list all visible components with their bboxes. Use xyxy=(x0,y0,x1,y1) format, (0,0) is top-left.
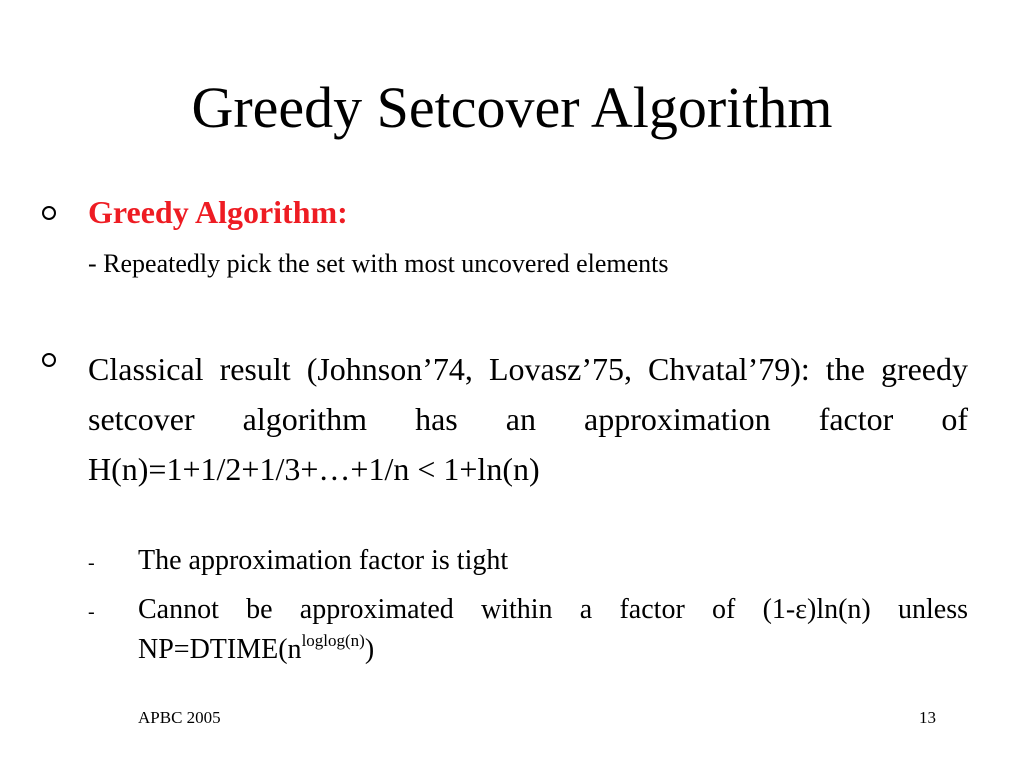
bullet-heading: Greedy Algorithm: xyxy=(88,194,348,230)
subitem-text-end: ) xyxy=(364,634,375,665)
bullet-subtext: - Repeatedly pick the set with most uncovered elements xyxy=(88,249,669,278)
slide-title: Greedy Setcover Algorithm xyxy=(191,75,833,140)
subitem-text xyxy=(138,590,968,670)
subitem-superscript: loglog(n) xyxy=(301,630,365,650)
dash-marker: - xyxy=(88,552,95,574)
hollow-circle-bullet-icon xyxy=(42,206,56,220)
bullet-text: Classical result (Johnson’74, Lovasz’75, Chvatal’79): the greedy setcover algorithm has an approximation factor of H(n)=1+1/2+1/3+…+1/n < 1+ln(n) xyxy=(88,351,968,487)
subitem-text-main: Cannot be approximated within a factor of (1-ε)ln(n) unless NP=DTIME(n xyxy=(138,594,968,665)
hollow-circle-bullet-icon xyxy=(42,353,56,367)
page-number: 13 xyxy=(919,708,936,727)
dash-marker: - xyxy=(88,601,95,623)
subitem-text: The approximation factor is tight xyxy=(138,545,509,576)
footer-label: APBC 2005 xyxy=(138,708,221,727)
